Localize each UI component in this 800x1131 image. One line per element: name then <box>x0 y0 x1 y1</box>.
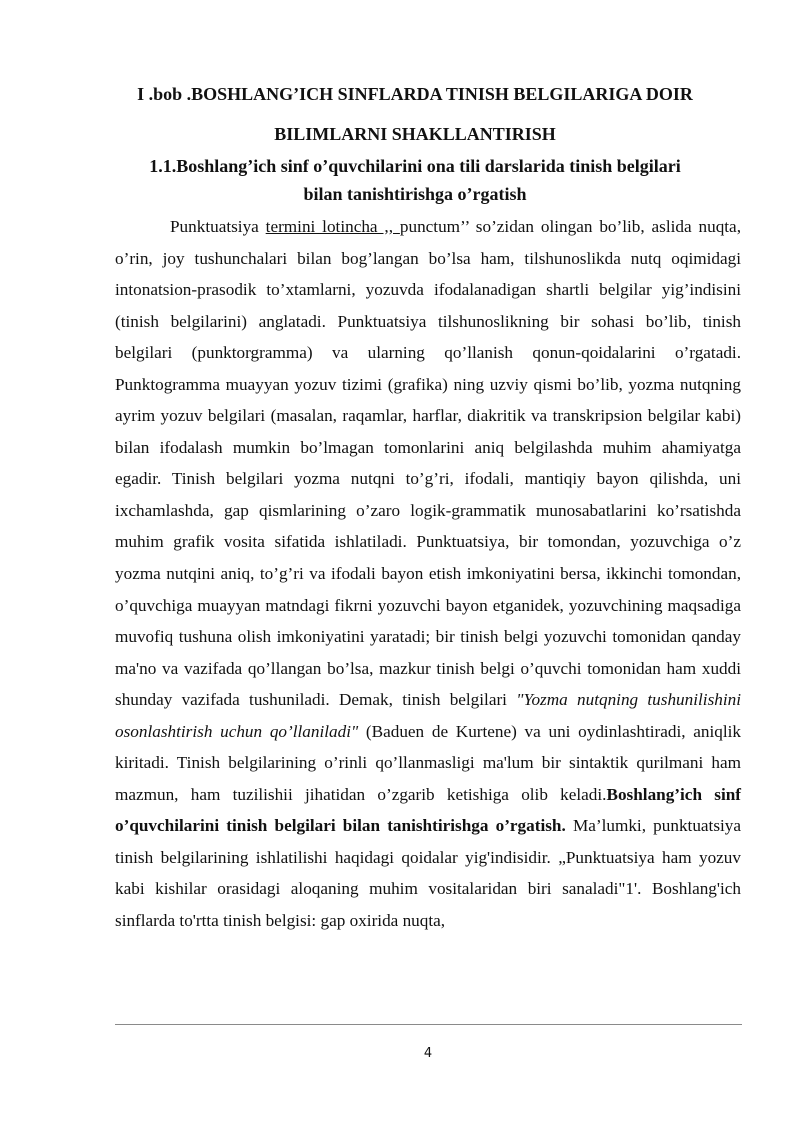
paragraph-text: Punktuatsiya <box>170 217 266 236</box>
chapter-title <box>100 74 730 154</box>
footer-divider <box>115 1024 742 1025</box>
section-title-line-2: bilan tanishtirishga o’rgatish <box>303 184 527 204</box>
chapter-title-line-1: I .bob .BOSHLANG’ICH SINFLARDA TINISH BELGILARIGA DOIR <box>137 84 693 104</box>
page-number: 4 <box>423 1046 433 1061</box>
body-paragraph <box>115 211 741 937</box>
bold-heading-inline: Boshlang’ich sinf o’quvchilarini tinish belgilari bilan tanishtirishga o’rgatish. <box>115 784 741 836</box>
section-title-line-1: 1.1.Boshlang’ich sinf o’quvchilarini ona tili darslarida tinish belgilari <box>149 156 681 176</box>
chapter-title-line-2: BILIMLARNI SHAKLLANTIRISH <box>274 124 556 144</box>
underlined-text: termini lotincha ,, <box>265 217 400 236</box>
paragraph-text: punctum’’ so’zidan olingan bo’lib, aslida nuqta, o’rin, joy tushunchalari bilan bog’langan bo’lsa ham, tilshunoslikda nutq oqimidagi intonatsion-prasodik to’xtamlarni, yozuvda ifodalanadigan shartli belgilar yig’indisini (tinish belgilarini) anglatadi. Punktuatsiya tilshunoslikning bir sohasi bo’lib, tinish belgilari (punktorgramma) va ularning qo’llanish qonun-qoidalarini o’rgatadi. Punktogramma muayyan yozuv tizimi (grafika) ning uzviy qismi bo’lib, yozma nutqning ayrim yozuv belgilari (masalan, raqamlar, harflar, diakritik va transkripsion belgilar kabi) bilan ifodalash mumkin bo’lmagan tomonlarini aniq belgilashda muhim ahamiyatga egadir. Tinish belgilari yozma nutqni to’g’ri, ifodali, mantiqiy bayon qilishda, uni ixchamlashda, gap qismlarining o’zaro logik-grammatik munosabatlarini ko’rsatishda muhim grafik vosita sifatida ishlatiladi. Punktuatsiya, bir tomondan, yozuvchiga o’z yozma nutqini aniq, to’g’ri va ifodali bayon etish imkoniyatini bersa, ikkinchi tomondan, o’quvchiga muayyan matndagi fikrni yozuvchi bayon etganidek, yozuvchining maqsadiga muvofiq tushuna olish imkoniyatini yaratadi; bir tinish belgi yozuvchi tomonidan qanday ma'no va vazifada qo’llangan bo’lsa, mazkur tinish belgi o’quvchi tomonidan ham xuddi shunday vazifada tushuniladi. Demak, tinish belgilari <box>115 217 741 710</box>
italic-quote: "Yozma nutqning tushunilishini osonlashtirish uchun qo’llaniladi" <box>115 690 741 741</box>
paragraph-text: (Baduen de Kurtene) va uni oydinlashtiradi, aniqlik kiritadi. Tinish belgilarining o’rinli qo’llanmasligi ma'lum bir sintaktik qurilmani ham mazmun, ham tuzilishii jihatidan o’zgarib ketishiga olib keladi. <box>115 721 741 804</box>
section-title <box>100 152 730 208</box>
paragraph-text: Ma’lumki, punktuatsiya tinish belgilarining ishlatilishi haqidagi qoidalar yig'indisidir. „Punktuatsiya ham yozuv kabi kishilar orasidagi aloqaning muhim vositalaridan biri sanaladi"1'. Boshlang'ich sinflarda to'rtta tinish belgisi: gap oxirida nuqta, <box>115 816 741 931</box>
